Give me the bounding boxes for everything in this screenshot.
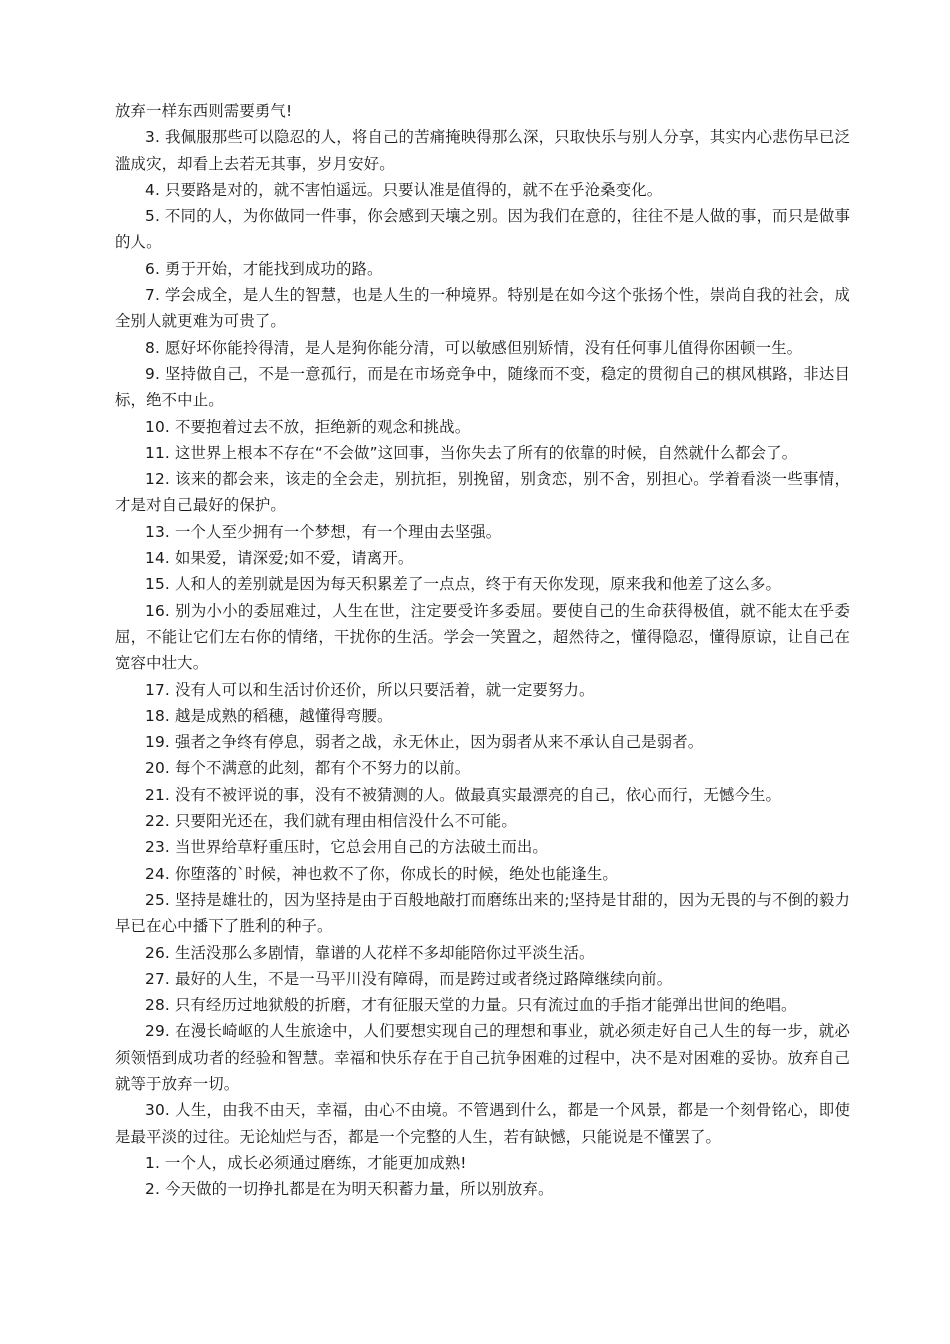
- quote-paragraph: 5. 不同的人，为你做同一件事，你会感到天壤之别。因为我们在意的，往往不是人做的事，而只是做事的人。: [115, 207, 850, 252]
- quote-paragraph: 22. 只要阳光还在，我们就有理由相信没什么不可能。: [145, 812, 517, 831]
- quote-paragraph: 25. 坚持是雄壮的，因为坚持是由于百般地敲打而磨练出来的;坚持是甘甜的，因为无畏的与不倒的毅力早已在心中播下了胜利的种子。: [115, 890, 850, 936]
- quote-paragraph: 21. 没有不被评说的事，没有不被猜测的人。做最真实最漂亮的自己，依心而行，无憾今生。: [145, 785, 782, 804]
- quote-paragraph: 23. 当世界给草籽重压时，它总会用自己的方法破土而出。: [145, 838, 548, 857]
- quote-paragraph: 11. 这世界上根本不存在“不会做”这回事，当你失去了所有的依靠的时候，自然就什么都会了。: [145, 443, 798, 462]
- document-page: [115, 98, 850, 1202]
- quote-paragraph: 18. 越是成熟的稻穗，越懂得弯腰。: [145, 706, 393, 725]
- quote-paragraph: 26. 生活没那么多剧情，靠谱的人花样不多却能陪你过平淡生活。: [145, 943, 595, 962]
- quote-paragraph: 28. 只有经历过地狱般的折磨，才有征服天堂的力量。只有流过血的手指才能弹出世间的绝唱。: [145, 996, 797, 1015]
- quote-paragraph: 15. 人和人的差别就是因为每天积累差了一点点，终于有天你发现，原来我和他差了这么多。: [145, 575, 782, 594]
- quote-paragraph: 20. 每个不满意的此刻，都有个不努力的以前。: [145, 759, 471, 778]
- quote-paragraph: 4. 只要路是对的，就不害怕遥远。只要认准是值得的，就不在乎沧桑变化。: [145, 180, 663, 199]
- quote-paragraph: 29. 在漫长崎岖的人生旅途中，人们要想实现自己的理想和事业，就必须走好自己人生的每一步，就必须领悟到成功者的经验和智慧。幸福和快乐存在于自己抗争困难的过程中，决不是对困难的妥协。放弃自己就等于放弃一切。: [115, 1022, 850, 1093]
- quote-paragraph: 19. 强者之争终有停息，弱者之战，永无休止，因为弱者从来不承认自己是弱者。: [145, 733, 704, 752]
- quote-paragraph: 24. 你堕落的`时候，神也救不了你，你成长的时候，绝处也能逢生。: [145, 864, 618, 883]
- quote-paragraph: 16. 别为小小的委屈难过，人生在世，注定要受许多委屈。要使自己的生命获得极值，就不能太在乎委屈，不能让它们左右你的情绪，干扰你的生活。学会一笑置之，超然待之，懂得隐忍，懂得原谅，让自己在宽容中壮大。: [115, 601, 850, 673]
- quote-paragraph: 8. 愿好坏你能拎得清，是人是狗你能分清，可以敏感但别矫情，没有任何事儿值得你困顿一生。: [145, 338, 803, 357]
- quote-paragraph: 2. 今天做的一切挣扎都是在为明天积蓄力量，所以别放弃。: [145, 1180, 554, 1199]
- quote-paragraph: 13. 一个人至少拥有一个梦想，有一个理由去坚强。: [145, 522, 502, 541]
- quote-paragraph: 6. 勇于开始，才能找到成功的路。: [145, 259, 383, 278]
- quote-paragraph: 12. 该来的都会来，该走的全会走，别抗拒，别挽留，别贪恋，别不舍，别担心。学着看淡一些事情，才是对自己最好的保护。: [115, 470, 850, 515]
- quote-paragraph: 1. 一个人，成长必须通过磨练，才能更加成熟!: [145, 1153, 467, 1172]
- quote-paragraph: 17. 没有人可以和生活讨价还价，所以只要活着，就一定要努力。: [145, 680, 595, 699]
- quote-paragraph: 10. 不要抱着过去不放，拒绝新的观念和挑战。: [145, 417, 471, 436]
- quote-paragraph: 14. 如果爱，请深爱;如不爱，请离开。: [145, 549, 414, 568]
- quote-paragraph: 7. 学会成全，是人生的智慧，也是人生的一种境界。特别是在如今这个张扬个性，崇尚自我的社会，成全别人就更难为可贵了。: [115, 286, 850, 331]
- quote-paragraph: 30. 人生，由我不由天，幸福，由心不由境。不管遇到什么，都是一个风景，都是一个刻骨铭心，即使是最平淡的过往。无论灿烂与否，都是一个完整的人生，若有缺憾，只能说是不懂罢了。: [115, 1101, 850, 1146]
- quote-paragraph: 9. 坚持做自己，不是一意孤行，而是在市场竞争中，随缘而不变，稳定的贯彻自己的棋风棋路，非达目标，绝不中止。: [115, 364, 850, 410]
- quote-paragraph: 3. 我佩服那些可以隐忍的人，将自己的苦痛掩映得那么深，只取快乐与别人分享，其实内心悲伤早已泛滥成灾，却看上去若无其事，岁月安好。: [115, 128, 850, 173]
- paragraph-continuation: 放弃一样东西则需要勇气!: [115, 102, 293, 120]
- quote-paragraph: 27. 最好的人生，不是一马平川没有障碍，而是跨过或者绕过路障继续向前。: [145, 969, 673, 988]
